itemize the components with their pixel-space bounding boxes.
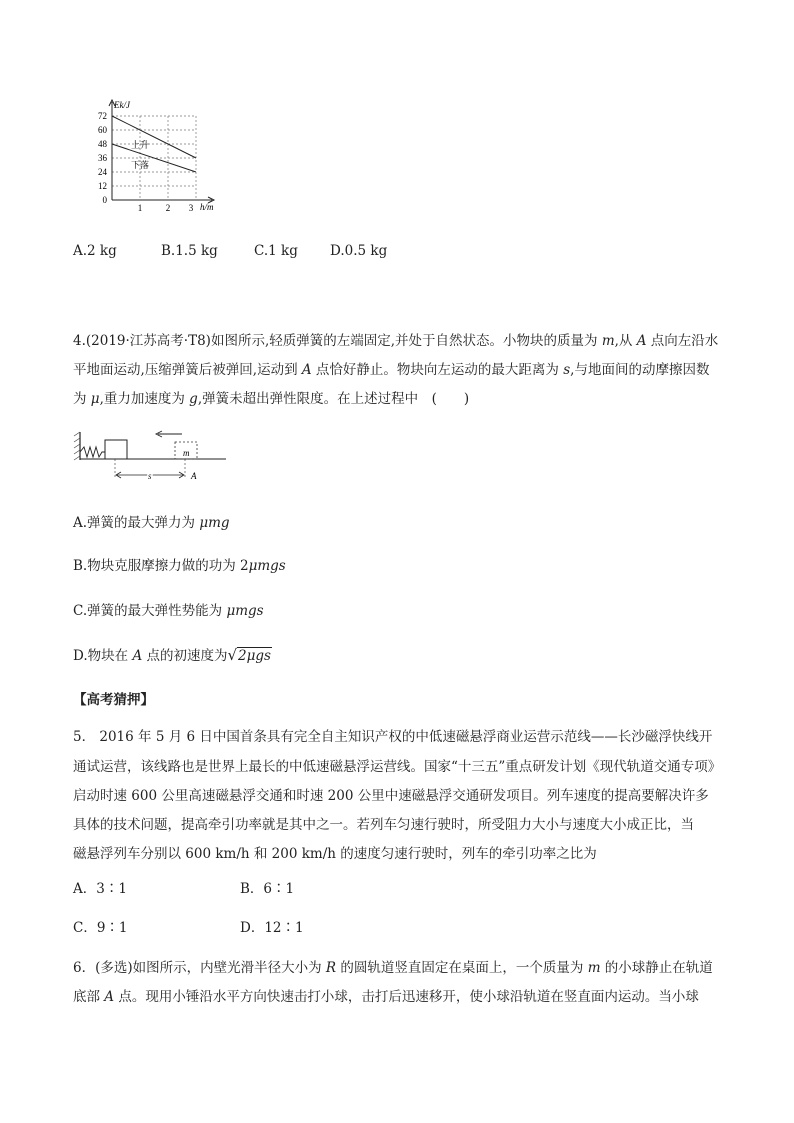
graph-ylabel: Ek/J: [114, 100, 130, 110]
ytick-12: 12: [98, 181, 107, 191]
wall-hatching: [74, 432, 80, 460]
fig-point-a-label: A: [191, 471, 197, 481]
q4-line-3: 为 μ,重力加速度为 g,弹簧未超出弹性限度。在上述过程中 ( ): [73, 391, 470, 407]
spring-block-figure: [70, 430, 240, 490]
ytick-60: 60: [98, 125, 107, 135]
ascending-line: [112, 116, 196, 158]
q3-option-a: A.2 kg: [73, 243, 117, 259]
q4-option-a: A.弹簧的最大弹力为 μmg: [73, 515, 230, 531]
q5-option-c: C．9∶1: [73, 920, 128, 936]
q5-line-4: 具体的技术问题，提高牵引功率就是其中之一。若列车匀速行驶时，所受阻力大小与速度大小成正比，当: [73, 817, 694, 833]
q4-line-2: 平地面运动,压缩弹簧后被弹回,运动到 A 点恰好静止。物块向左运动的最大距离为 s,与地面间的动摩擦因数: [73, 362, 710, 378]
q6-line-2: 底部 A 点。现用小锤沿水平方向快速击打小球，击打后迅速移开，使小球沿轨道在竖直面内运动。当小球: [73, 989, 699, 1005]
q6-line-1: 6．(多选)如图所示，内壁光滑半径大小为 R 的圆轨道竖直固定在桌面上，一个质量为 m 的小球静止在轨道: [73, 960, 713, 976]
energy-height-graph: [90, 96, 230, 216]
ytick-72: 72: [98, 111, 107, 121]
fig-distance-label: s: [148, 471, 152, 481]
ytick-48: 48: [98, 139, 107, 149]
fig-mass-label: m: [183, 448, 190, 458]
down-label: 下落: [131, 160, 150, 170]
q5-line-1: 5． 2016 年 5 月 6 日中国首条具有完全自主知识产权的中低速磁悬浮商业运营示范线——长沙磁浮快线开: [73, 729, 713, 745]
q5-line-5: 磁悬浮列车分别以 600 km/h 和 200 km/h 的速度匀速行驶时，列车的牵引功率之比为: [73, 846, 597, 862]
q3-option-d: D.0.5 kg: [330, 243, 388, 259]
spring: [80, 447, 105, 457]
q4-option-d: D.物块在 A 点的初速度为√2μgs: [73, 646, 271, 664]
xtick-1: 1: [137, 203, 143, 213]
graph-axes: [109, 100, 214, 203]
q3-option-b: B.1.5 kg: [161, 243, 218, 259]
q3-option-c: C.1 kg: [254, 243, 298, 259]
ytick-0: 0: [102, 195, 107, 205]
q5-option-b: B．6∶1: [240, 881, 295, 897]
ytick-24: 24: [98, 167, 107, 177]
q5-line-3: 启动时速 600 公里高速磁悬浮交通和时速 200 公里中速磁悬浮交通研发项目。列车速度的提高要解决许多: [73, 788, 709, 804]
section-title: 【高考猜押】: [73, 692, 154, 708]
q5-line-2: 通试运营，该线路也是世界上最长的中低速磁悬浮运营线。国家“十三五”重点研发计划《现代轨道交通专项》: [73, 759, 722, 775]
xtick-2: 2: [165, 203, 171, 213]
q4-option-b: B.物块克服摩擦力做的功为 2μmgs: [73, 558, 286, 574]
ytick-36: 36: [98, 153, 107, 163]
up-label: 上升: [131, 140, 150, 150]
block-compressed: [105, 440, 127, 459]
q4-option-c: C.弹簧的最大弹性势能为 μmgs: [73, 603, 264, 619]
q4-line-1: 4.(2019·江苏高考·T8)如图所示,轻质弹簧的左端固定,并处于自然状态。小物块的质量为 m,从 A 点向左沿水: [73, 333, 719, 349]
xtick-3: 3: [188, 203, 194, 213]
q5-option-d: D．12∶1: [240, 920, 304, 936]
sqrt-symbol: √: [227, 646, 238, 664]
graph-xlabel: h/m: [200, 202, 214, 212]
q5-option-a: A．3∶1: [73, 881, 127, 897]
